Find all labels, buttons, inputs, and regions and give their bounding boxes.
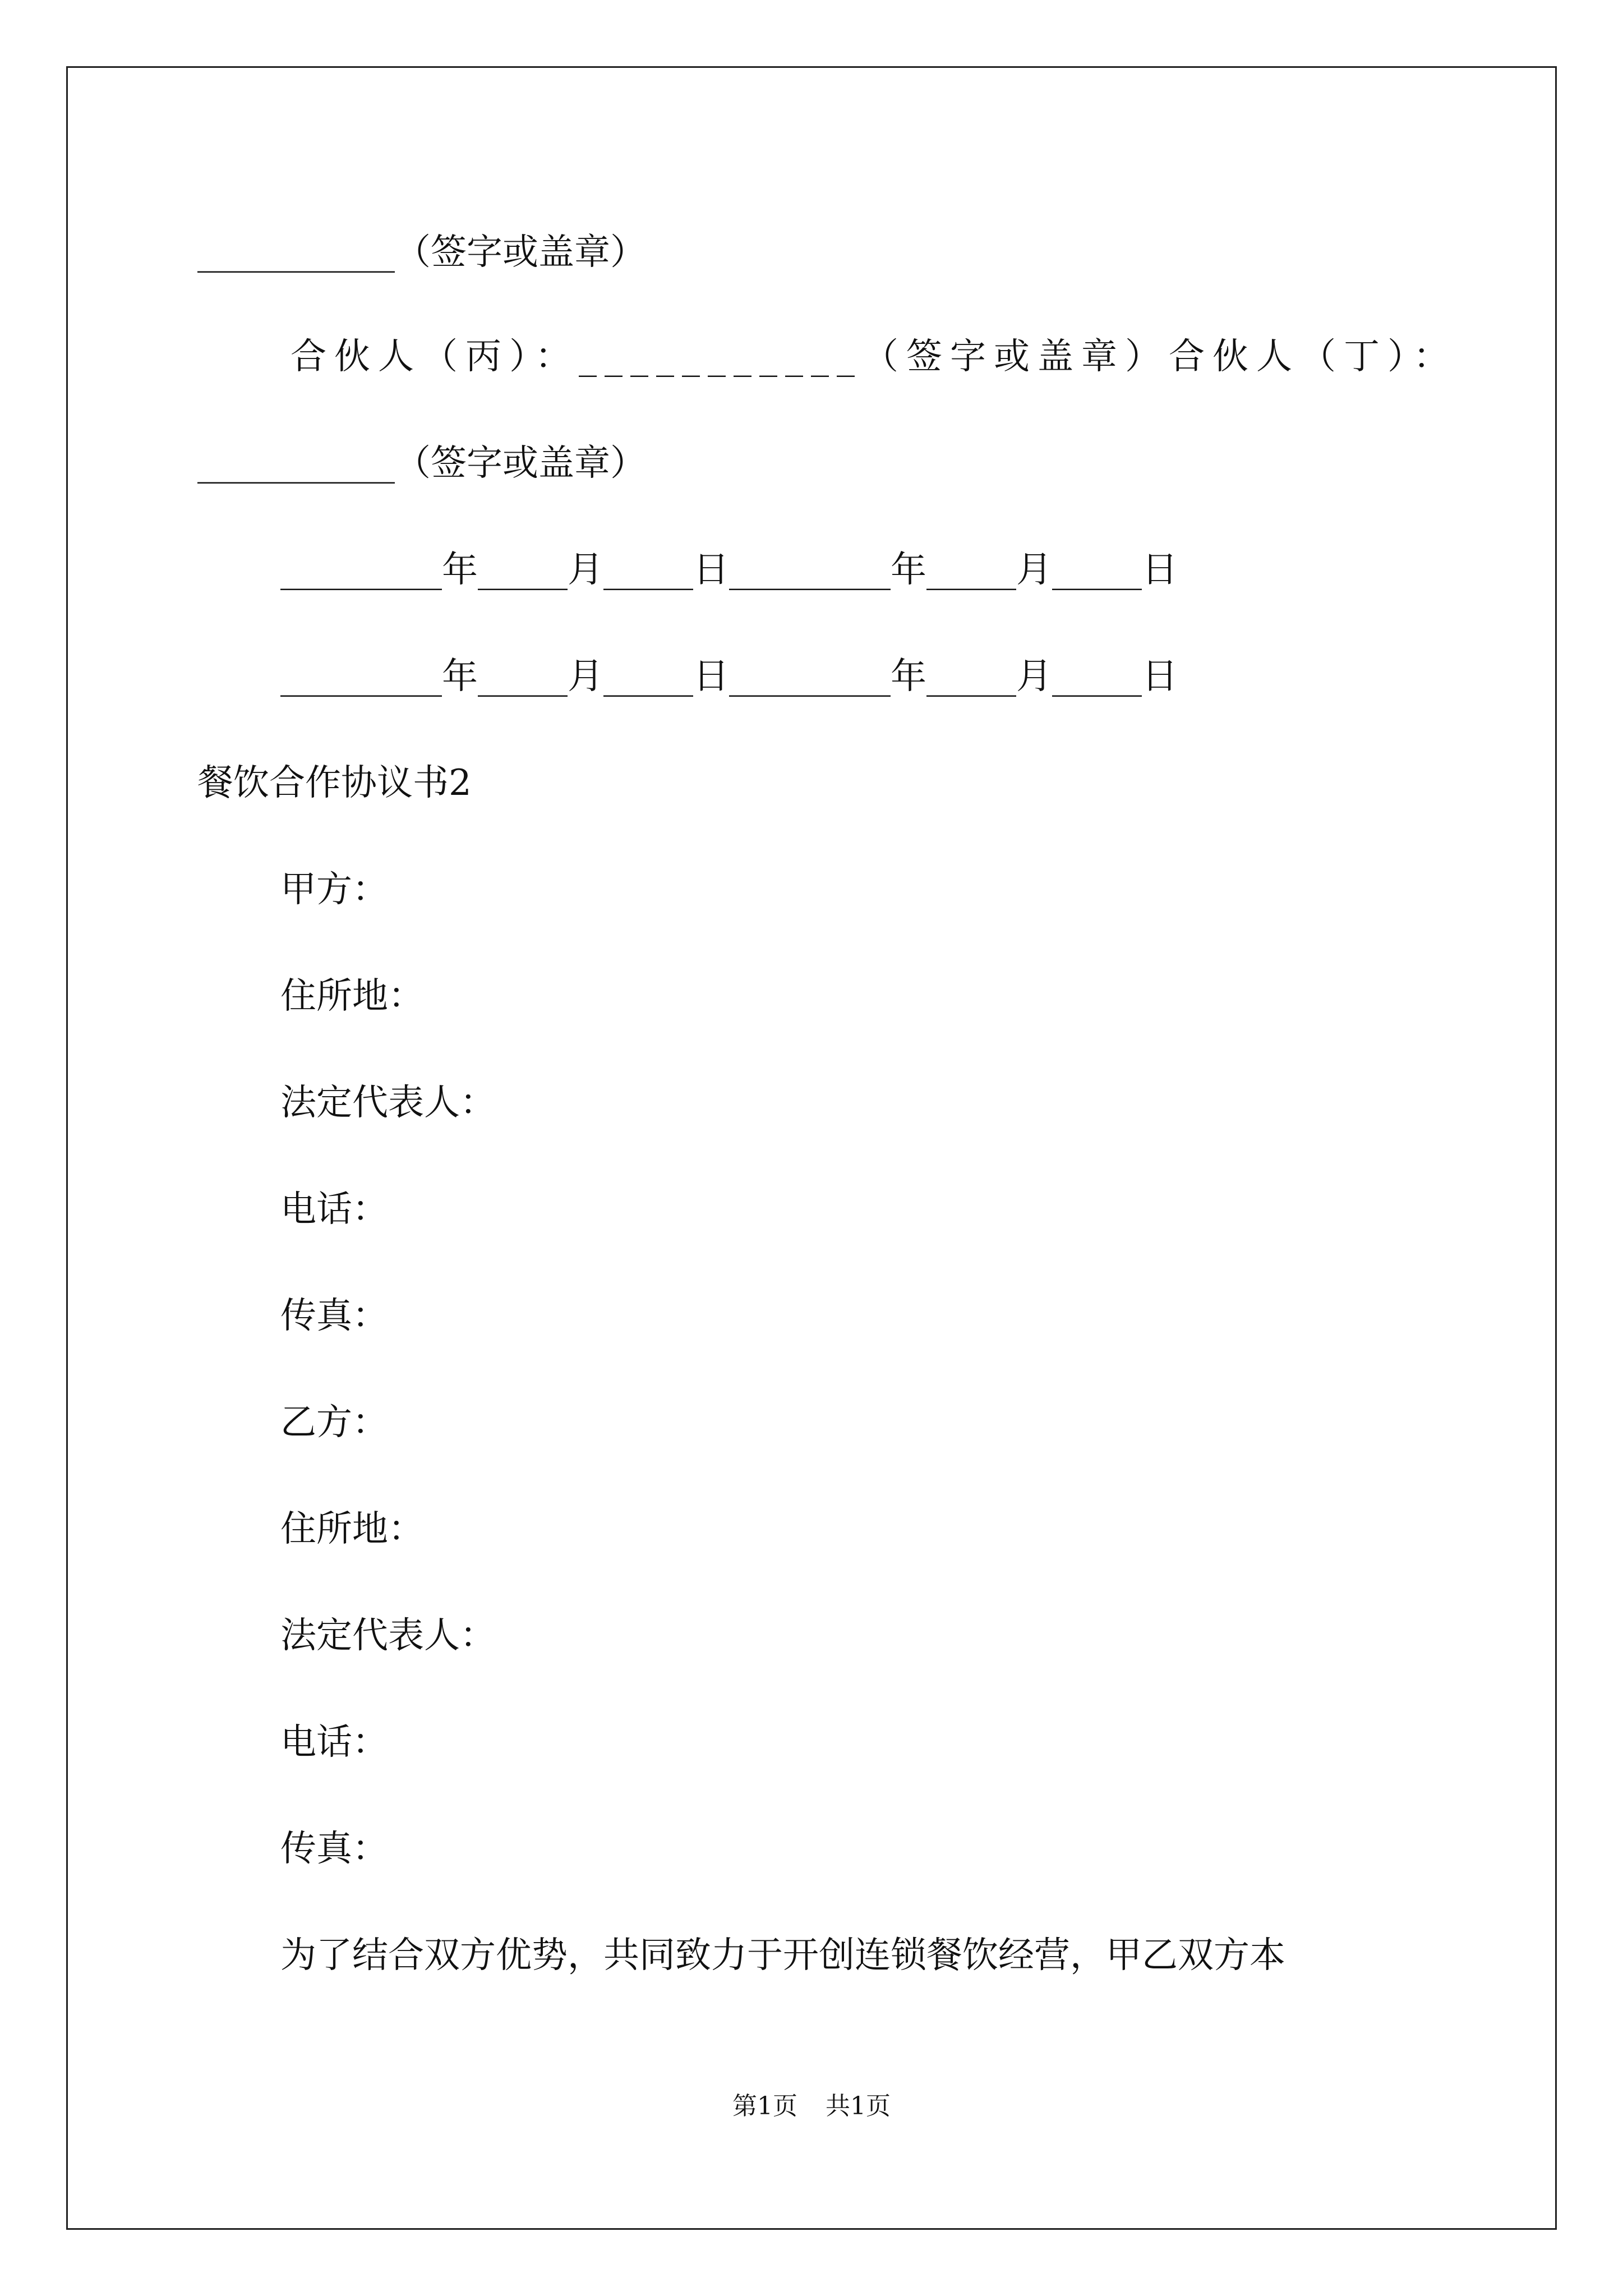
party-b-representative-label: 法定代表人： (280, 1615, 496, 1657)
party-a-fax-label: 传真： (280, 1295, 388, 1337)
date-line-1: _________年_____月_____日_________年_____月_____日 (280, 549, 1178, 591)
page-border (66, 66, 1557, 2230)
agreement-intro-text: 为了结合双方优势，共同致力于开创连锁餐饮经营，甲乙双方本 (280, 1935, 1285, 1976)
party-a-phone-label: 电话： (280, 1189, 388, 1230)
signature-line-1: ___________（签字或盖章） (197, 232, 646, 273)
page-total: 共1页 (826, 2092, 891, 2120)
party-a-address-label: 住所地： (280, 976, 424, 1017)
party-b-label: 乙方： (280, 1402, 388, 1443)
signature-line-2: ___________（签字或盖章） (197, 443, 646, 484)
date-line-2: _________年_____月_____日_________年_____月_____日 (280, 656, 1178, 697)
section-title: 餐饮合作协议书2 (197, 762, 472, 804)
party-b-address-label: 住所地： (280, 1508, 424, 1550)
page-footer (0, 2090, 1623, 2123)
partner-signature-line: 合伙人（丙）：___________（签字或盖章）合伙人（丁）： (291, 336, 1457, 378)
party-b-phone-label: 电话： (280, 1722, 388, 1763)
page-number: 第1页 (732, 2092, 797, 2120)
party-a-label: 甲方： (280, 869, 388, 910)
party-a-representative-label: 法定代表人： (280, 1082, 496, 1124)
party-b-fax-label: 传真： (280, 1828, 388, 1870)
